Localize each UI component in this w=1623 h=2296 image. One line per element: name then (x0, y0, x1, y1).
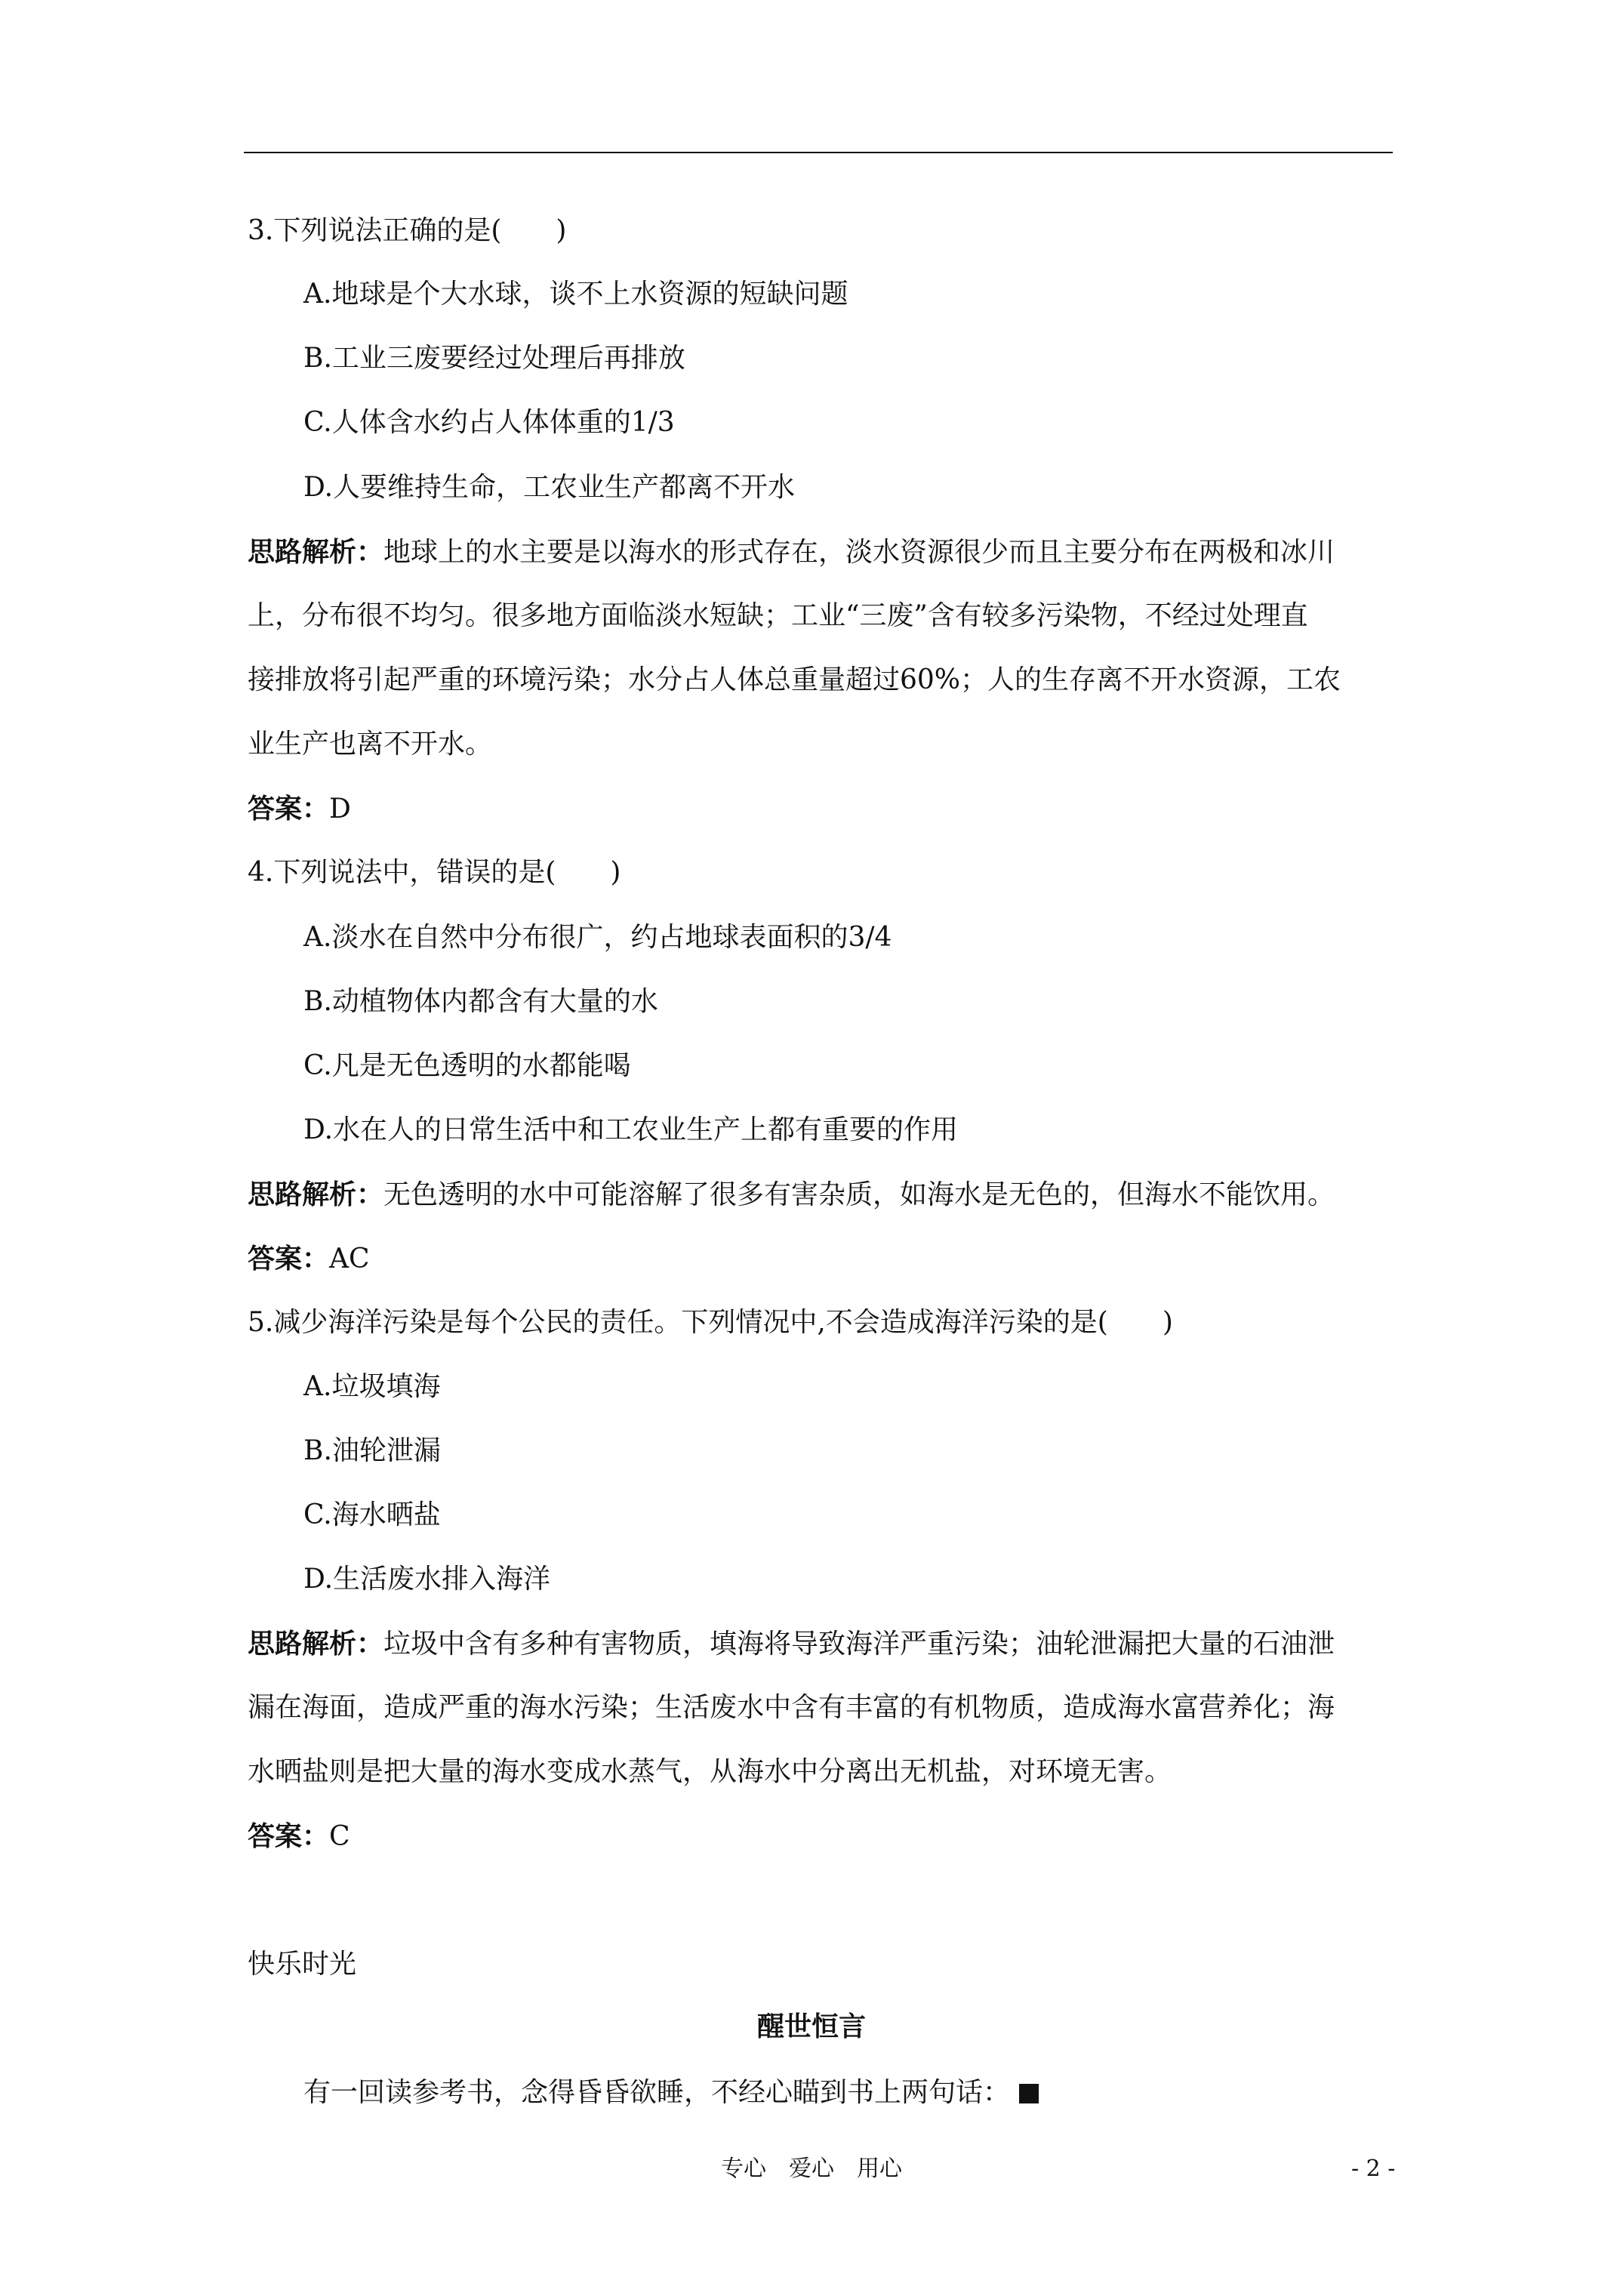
q4-option-a: A.淡水在自然中分布很广，约占地球表面积的3/4 (303, 922, 892, 953)
q5-option-a: A.垃圾填海 (303, 1371, 441, 1402)
q5-option-b: B.油轮泄漏 (303, 1435, 441, 1466)
q3-option-c: C.人体含水约占人体体重的1/3 (303, 407, 675, 438)
section-title: 醒世恒言 (756, 2011, 866, 2042)
q4-option-d: D.水在人的日常生活中和工农业生产上都有重要的作用 (303, 1114, 959, 1145)
q4-answer-label: 答案： (248, 1243, 330, 1274)
q4-option-c: C.凡是无色透明的水都能喝 (303, 1050, 631, 1081)
section-body: 有一回读参考书，念得昏昏欲睡，不经心瞄到书上两句话： (303, 2076, 1039, 2110)
q5-option-c: C.海水晒盐 (303, 1499, 441, 1530)
q5-option-d: D.生活废水排入海洋 (303, 1564, 551, 1595)
q5-explain-line-3: 水晒盐则是把大量的海水变成水蒸气，从海水中分离出无机盐，对环境无害。 (248, 1756, 1172, 1787)
q3-explain-line-1: 思路解析：地球上的水主要是以海水的形式存在，淡水资源很少而且主要分布在两极和冰川 (248, 536, 1335, 568)
q3-option-a: A.地球是个大水球，谈不上水资源的短缺问题 (303, 279, 848, 310)
q3-answer-value: D (329, 794, 351, 824)
q3-explain-line-2: 上，分布很不均匀。很多地方面临淡水短缺；工业“三废”含有较多污染物，不经过处理直 (248, 600, 1308, 631)
q5-stem: 5.减少海洋污染是每个公民的责任。下列情况中,不会造成海洋污染的是( ) (248, 1307, 1173, 1338)
header-rule (244, 152, 1393, 153)
q5-explain-line-2: 漏在海面，造成严重的海水污染；生活废水中含有丰富的有机物质，造成海水富营养化；海 (248, 1692, 1335, 1723)
footer-motto: 专心 爱心 用心 (721, 2156, 902, 2182)
q3-explain-line-3: 接排放将引起严重的环境污染；水分占人体总重量超过60%；人的生存离不开水资源，工农 (248, 664, 1341, 695)
q5-explain-line-1: 思路解析：垃圾中含有多种有害物质，填海将导致海洋严重污染；油轮泄漏把大量的石油泄 (248, 1628, 1335, 1660)
q3-option-b: B.工业三废要经过处理后再排放 (303, 343, 685, 374)
q3-explain-label: 思路解析： (248, 536, 384, 568)
q4-answer-value: AC (329, 1244, 370, 1274)
section-heading: 快乐时光 (248, 1949, 357, 1980)
page-number: - 2 - (1351, 2156, 1396, 2182)
q5-explain-label: 思路解析： (248, 1628, 384, 1660)
q5-answer-value: C (329, 1821, 350, 1852)
q5-answer-label: 答案： (248, 1820, 330, 1852)
q4-stem: 4.下列说法中，错误的是( ) (248, 857, 621, 888)
q3-stem: 3.下列说法正确的是( ) (248, 215, 567, 246)
q5-answer (248, 1820, 350, 1854)
q3-answer (248, 792, 351, 826)
q3-option-d: D.人要维持生命，工农业生产都离不开水 (303, 472, 796, 503)
q4-option-b: B.动植物体内都含有大量的水 (303, 986, 658, 1017)
q3-explain-line-4: 业生产也离不开水。 (248, 729, 493, 760)
q4-explain-line-1: 思路解析：无色透明的水中可能溶解了很多有害杂质，如海水是无色的，但海水不能饮用。 (248, 1179, 1335, 1210)
q3-answer-label: 答案： (248, 793, 330, 824)
q4-explain-label: 思路解析： (248, 1179, 384, 1210)
black-square-icon (1019, 2084, 1039, 2103)
q4-answer (248, 1242, 370, 1276)
